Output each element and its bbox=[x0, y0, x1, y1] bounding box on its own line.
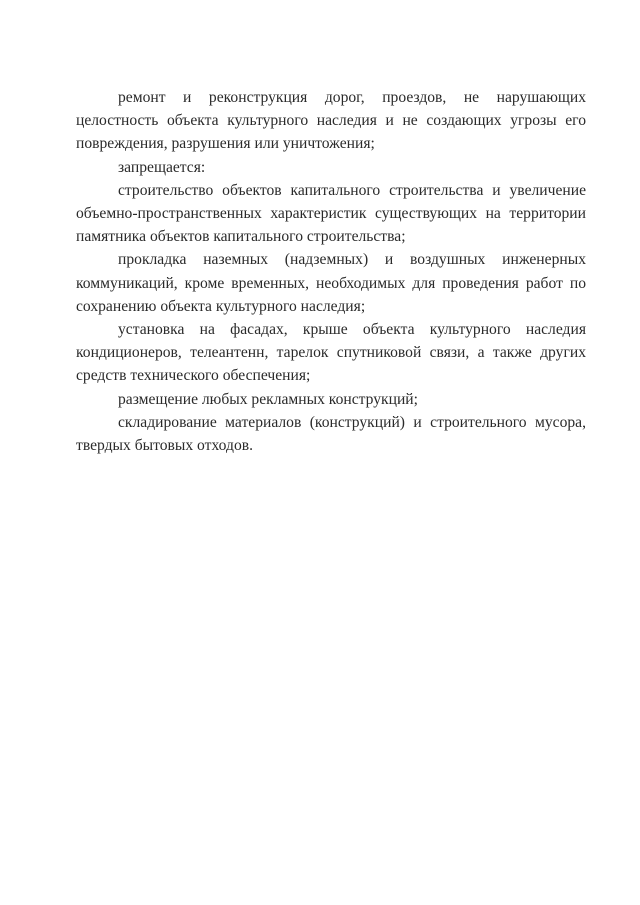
paragraph-storage-waste: складирование материалов (конструкций) и строительного мусора, твердых бытовых отходов. bbox=[76, 413, 586, 455]
paragraph-road-repair: ремонт и реконструкция дорог, проездов, не нарушающих целостность объекта культурного наследия и не создающих угрозы его повреждения, разрушения или уничтожения; bbox=[76, 89, 586, 153]
paragraph-prohibited-heading: запрещается: bbox=[118, 158, 206, 176]
document-body bbox=[76, 86, 586, 457]
paragraph-capital-construction: строительство объектов капитального строительства и увеличение объемно-пространственных характеристик существующих на территории памятника объектов капитального строительства; bbox=[76, 181, 586, 246]
paragraph-utility-lines: прокладка наземных (надземных) и воздушных инженерных коммуникаций, кроме временных, необходимых для проведения работ по сохранению объекта культурного наследия; bbox=[76, 251, 586, 315]
paragraph-advertising: размещение любых рекламных конструкций; bbox=[118, 390, 418, 408]
paragraph-facade-equipment: установка на фасадах, крыше объекта культурного наследия кондиционеров, телеантенн, тарелок спутниковой связи, а также других средств технического обеспечения; bbox=[76, 321, 586, 385]
